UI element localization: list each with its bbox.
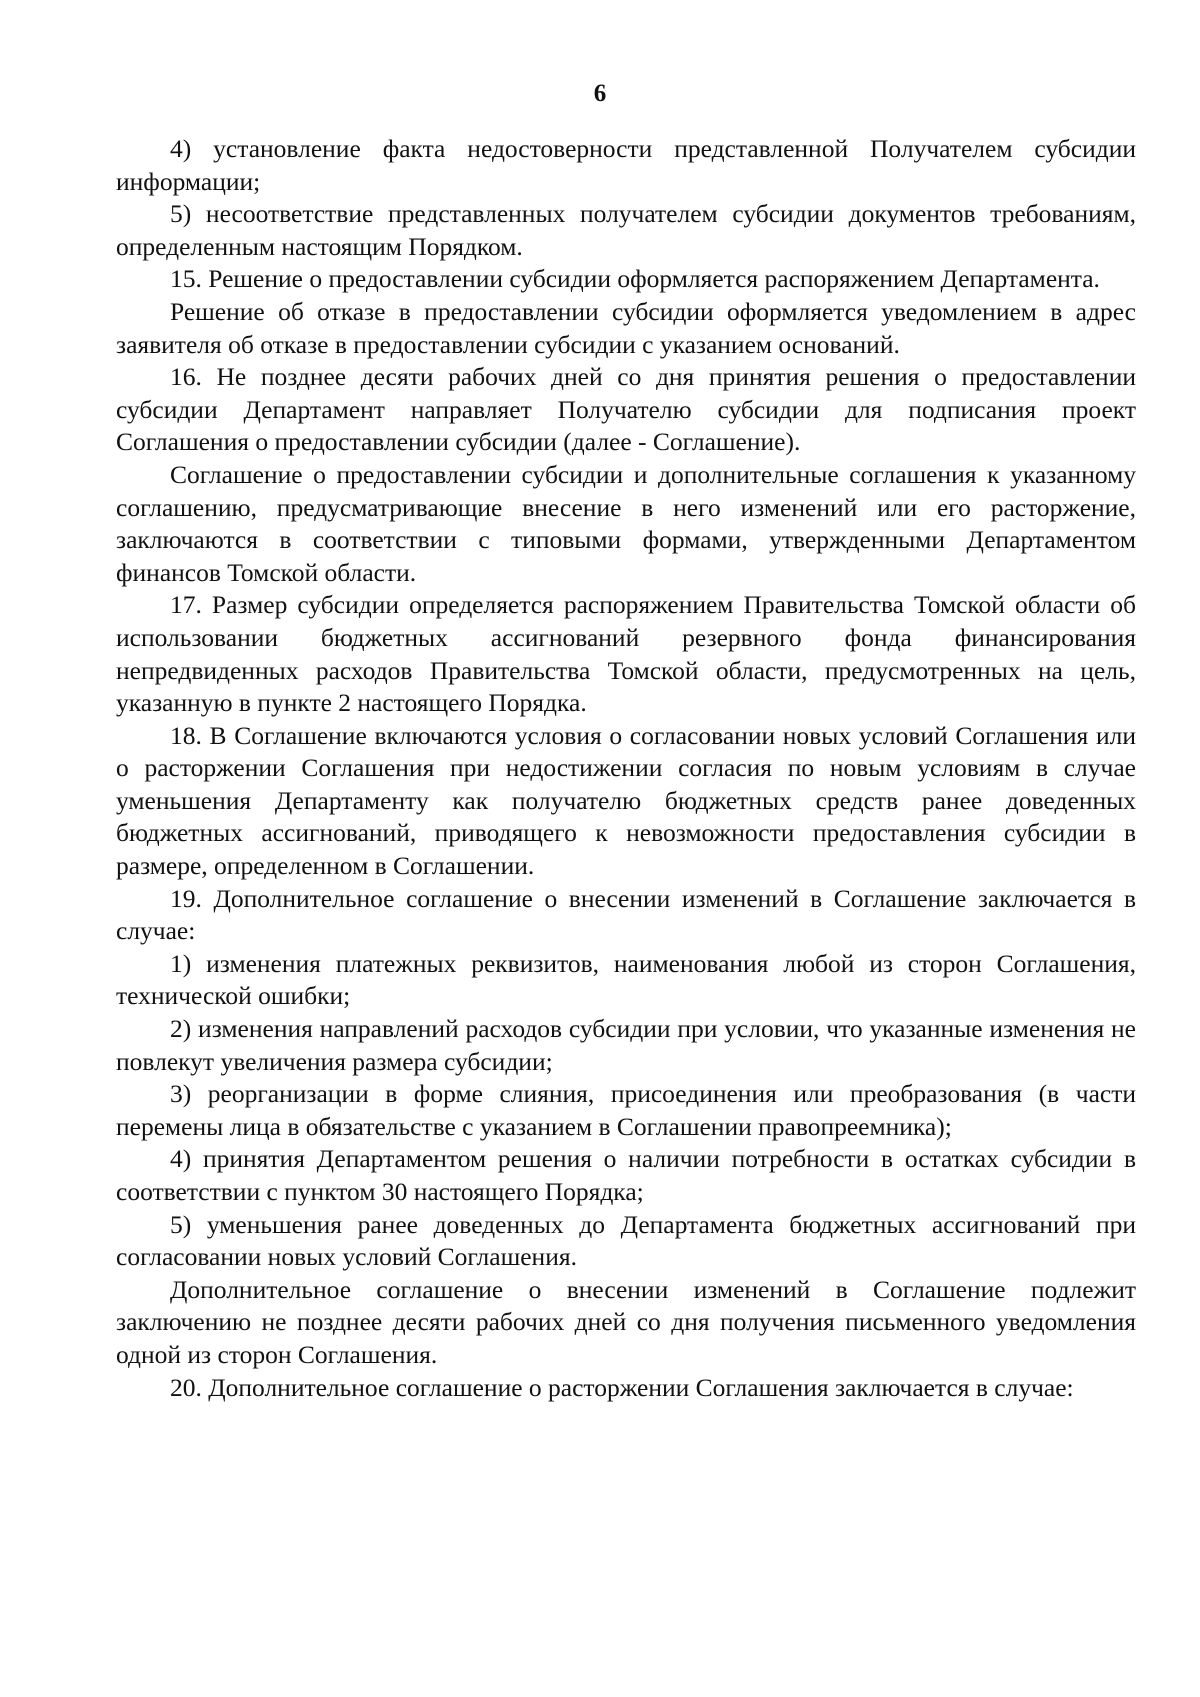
paragraph-15-decision: 15. Решение о предоставлении субсидии оформляется распоряжением Департамента. [170, 264, 1100, 294]
paragraph-item-4-unreliable-info: 4) установление факта недостоверности представленной Получателем субсидии информации; [116, 134, 1136, 196]
page-number: 6 [593, 80, 607, 107]
paragraph-case-4-remaining-funds: 4) принятия Департаментом решения о наличии потребности в остатках субсидии в соответствии с пунктом 30 настоящего Порядка; [116, 1144, 1136, 1206]
paragraph-19-amendment-cases: 19. Дополнительное соглашение о внесении изменений в Соглашение заключается в случае: [116, 883, 1136, 946]
paragraph-case-5-reduced-allocations: 5) уменьшения ранее доведенных до Департамента бюджетных ассигнований при согласовании новых условий Соглашения. [116, 1209, 1136, 1272]
paragraph-20-termination-cases: 20. Дополнительное соглашение о расторжении Соглашения заключается в случае: [170, 1372, 1074, 1402]
paragraph-agreement-forms: Соглашение о предоставлении субсидии и дополнительные соглашения к указанному соглашению, предусматривающие внесение в него изменений или его расторжение, заключаются в соответствии с типовыми формами, утвержденными Департаментом финансов Томской области. [116, 459, 1136, 587]
document-body [116, 133, 1136, 1404]
paragraph-amendment-deadline: Дополнительное соглашение о внесении изменений в Соглашение подлежит заключению не позднее десяти рабочих дней со дня получения письменного уведомления одной из сторон Соглашения. [116, 1274, 1136, 1369]
paragraph-case-2-expense-directions: 2) изменения направлений расходов субсидии при условии, что указанные изменения не повлекут увеличения размера субсидии; [116, 1014, 1136, 1076]
paragraph-17-subsidy-amount: 17. Размер субсидии определяется распоряжением Правительства Томской области об использовании бюджетных ассигнований резервного фонда финансирования непредвиденных расходов Правительства Томской области, предусмотренных на цель, указанную в пункте 2 настоящего Порядка. [116, 590, 1136, 718]
paragraph-18-agreement-conditions: 18. В Соглашение включаются условия о согласовании новых условий Соглашения или о расторжении Соглашения при недостижении согласия по новым условиям в случае уменьшения Департаменту как получателю бюджетных средств ранее доведенных бюджетных ассигнований, приводящего к невозможности предоставления субсидии в размере, определенном в Соглашении. [116, 720, 1136, 881]
paragraph-case-1-requisites: 1) изменения платежных реквизитов, наименования любой из сторон Соглашения, технической ошибки; [116, 948, 1136, 1011]
paragraph-case-3-reorganization: 3) реорганизации в форме слияния, присоединения или преобразования (в части перемены лица в обязательстве с указанием в Соглашении правопреемника); [116, 1079, 1136, 1141]
paragraph-refusal-notice: Решение об отказе в предоставлении субсидии оформляется уведомлением в адрес заявителя об отказе в предоставлении субсидии с указанием оснований. [116, 296, 1136, 359]
paragraph-item-5-nonconformity: 5) несоответствие представленных получателем субсидии документов требованиям, определенным настоящим Порядком. [116, 199, 1136, 261]
paragraph-16-agreement-draft: 16. Не позднее десяти рабочих дней со дня принятия решения о предоставлении субсидии Департамент направляет Получателю субсидии для подписания проект Соглашения о предоставлении субсидии (далее - Соглашение). [116, 362, 1136, 457]
